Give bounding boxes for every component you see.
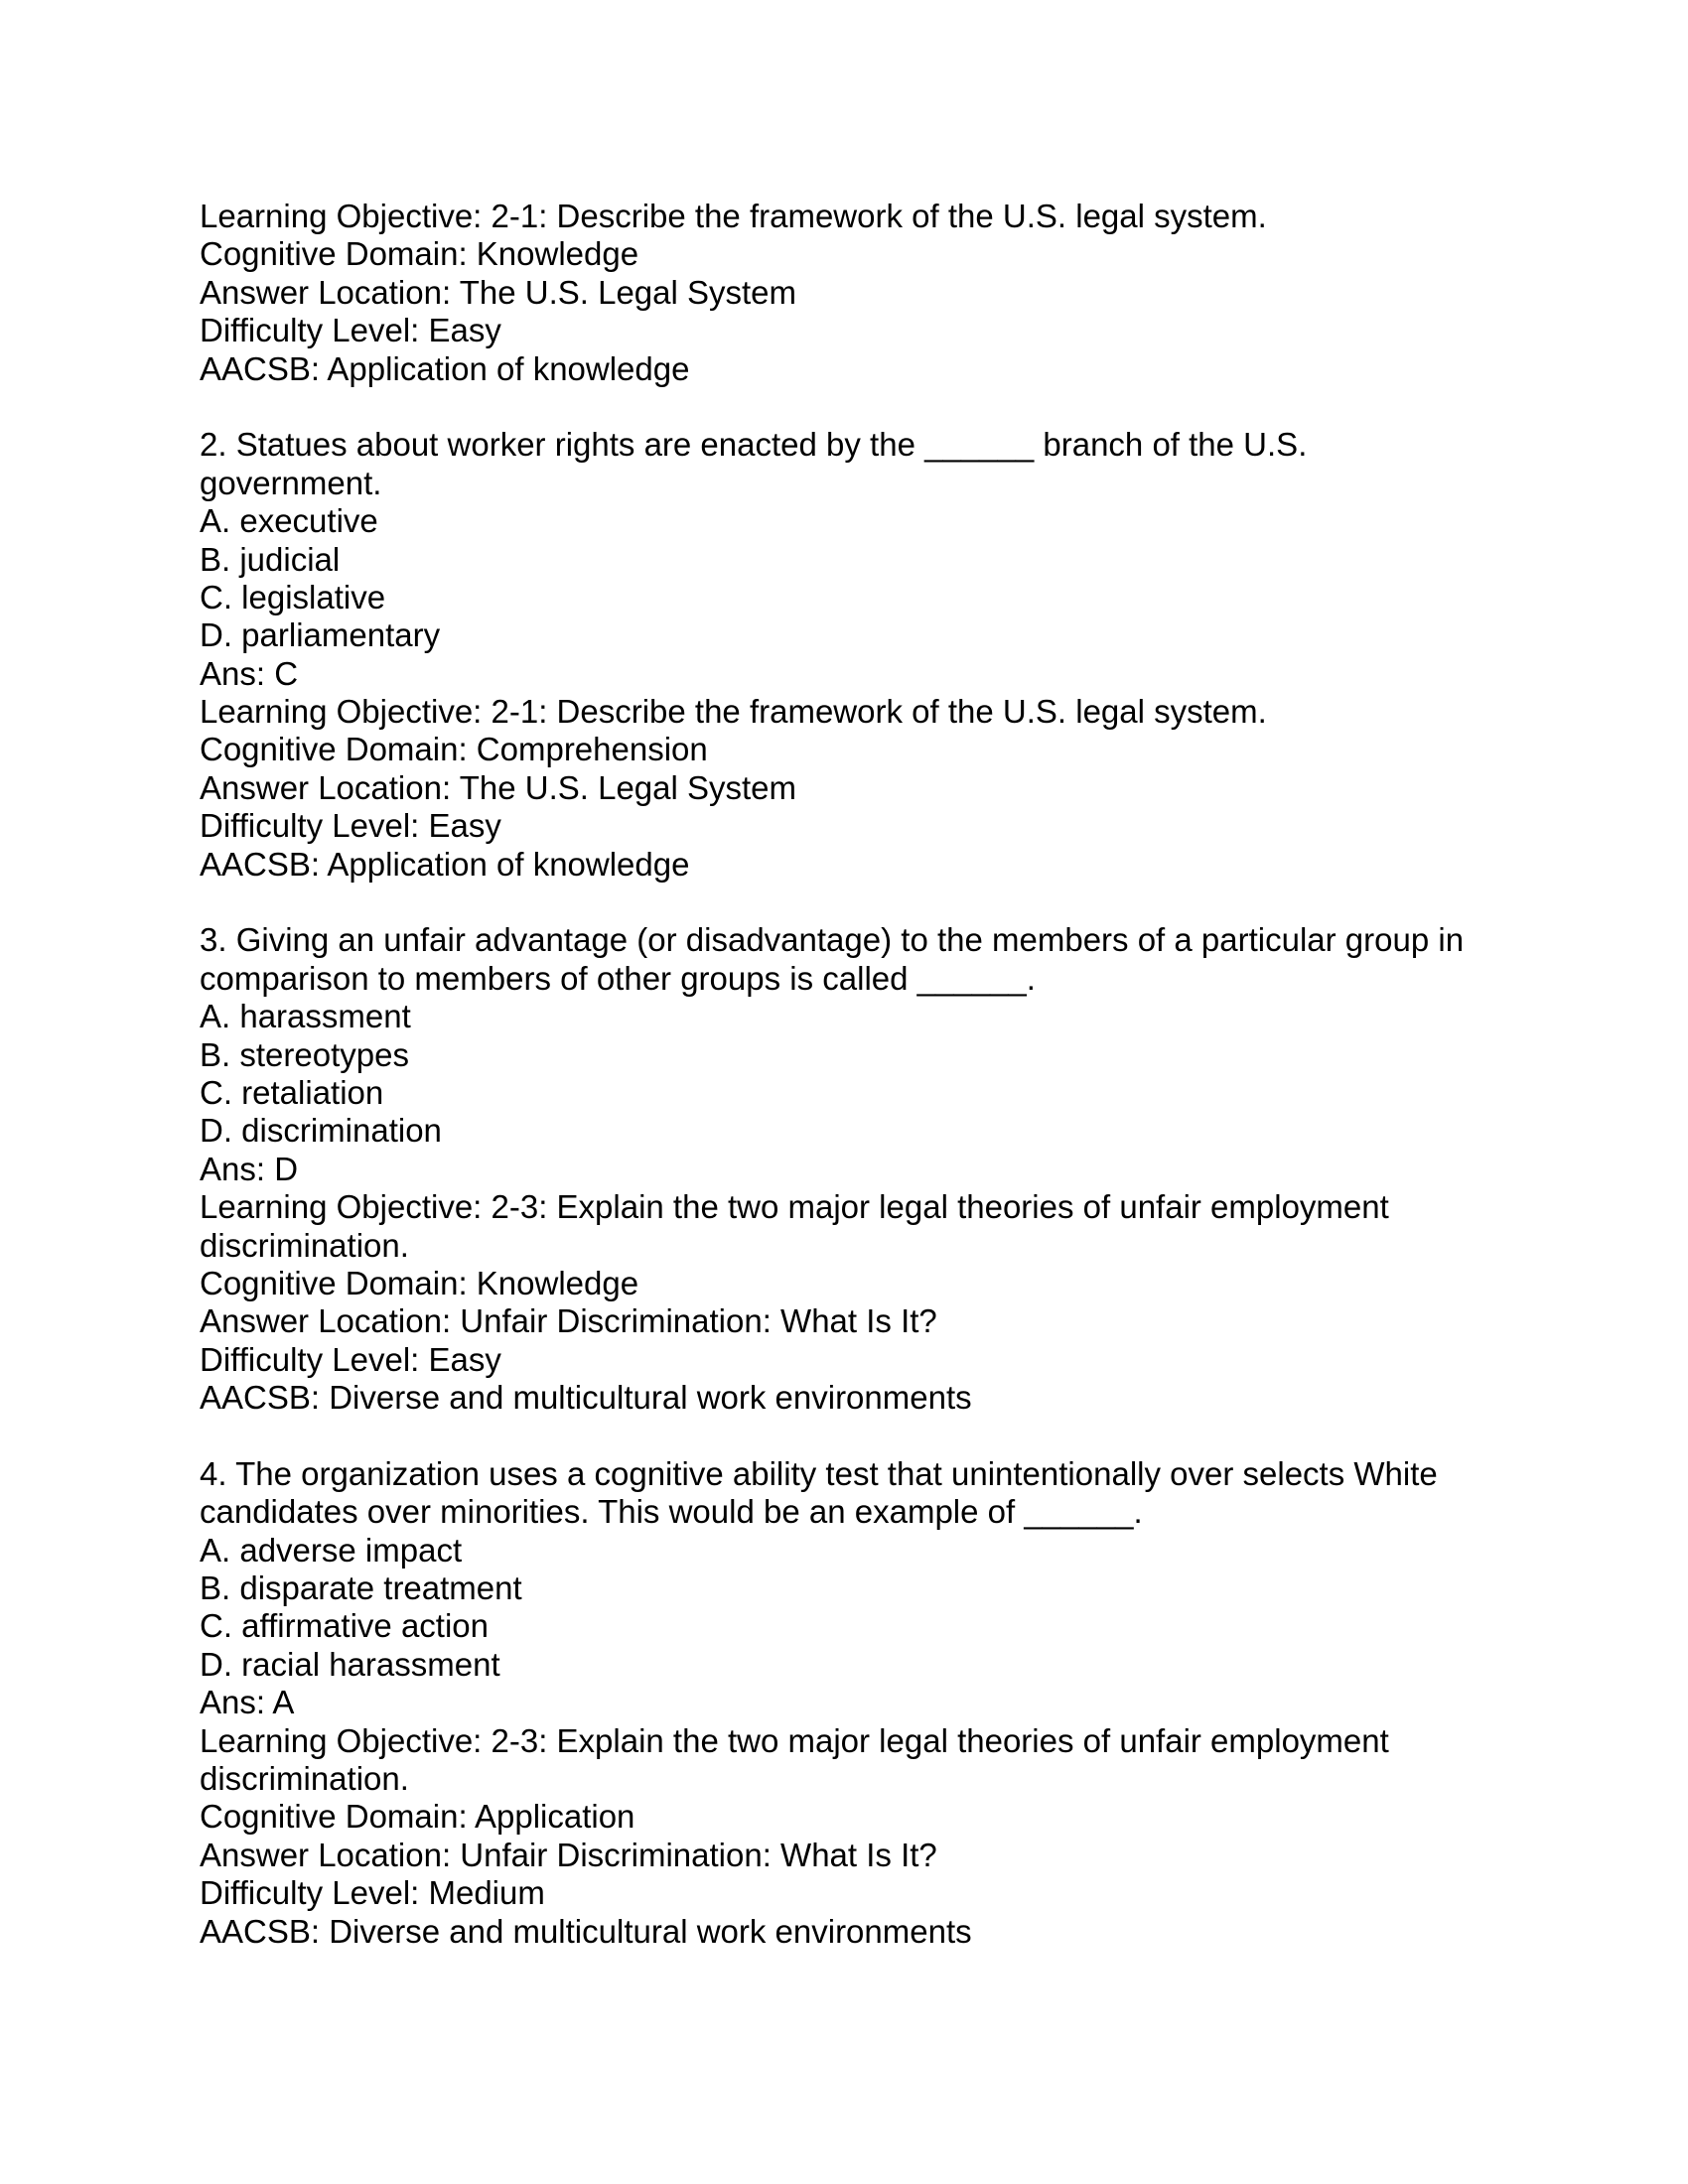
document-page — [200, 198, 1510, 1951]
aacsb: AACSB: Application of knowledge — [200, 845, 690, 883]
question-text: candidates over minorities. This would be an example of ______. — [200, 1493, 1143, 1531]
difficulty-level: Difficulty Level: Easy — [200, 312, 501, 349]
learning-objective: discrimination. — [200, 1226, 409, 1264]
spacer — [200, 884, 1510, 921]
answer: Ans: A — [200, 1684, 295, 1721]
spacer — [200, 1418, 1510, 1455]
aacsb: AACSB: Application of knowledge — [200, 349, 690, 387]
aacsb: AACSB: Diverse and multicultural work environments — [200, 1379, 972, 1417]
answer-location: Answer Location: Unfair Discrimination: What Is It? — [200, 1302, 937, 1340]
learning-objective: discrimination. — [200, 1760, 409, 1798]
option-c: C. retaliation — [200, 1073, 384, 1111]
option-a: A. harassment — [200, 998, 411, 1035]
question-3 — [200, 921, 1510, 1417]
difficulty-level: Difficulty Level: Easy — [200, 1340, 501, 1378]
answer-location: Answer Location: The U.S. Legal System — [200, 768, 797, 806]
option-d: D. racial harassment — [200, 1645, 500, 1683]
question-text: 3. Giving an unfair advantage (or disadvantage) to the members of a particular group in — [200, 921, 1465, 959]
option-b: B. stereotypes — [200, 1035, 409, 1073]
learning-objective: Learning Objective: 2-3: Explain the two major legal theories of unfair employment — [200, 1721, 1389, 1759]
question-text: government. — [200, 464, 382, 501]
aacsb: AACSB: Diverse and multicultural work environments — [200, 1912, 972, 1950]
option-a: A. executive — [200, 502, 378, 540]
cognitive-domain: Cognitive Domain: Comprehension — [200, 731, 708, 768]
option-d: D. discrimination — [200, 1112, 442, 1150]
answer: Ans: C — [200, 654, 299, 692]
question-text: 4. The organization uses a cognitive ability test that unintentionally over selects White — [200, 1454, 1438, 1492]
question-text: 2. Statues about worker rights are enacted by the ______ branch of the U.S. — [200, 426, 1308, 464]
answer: Ans: D — [200, 1150, 299, 1187]
question-1-metadata — [200, 198, 1510, 388]
option-b: B. disparate treatment — [200, 1570, 522, 1607]
spacer — [200, 388, 1510, 426]
question-4 — [200, 1455, 1510, 1951]
option-c: C. legislative — [200, 578, 386, 615]
difficulty-level: Difficulty Level: Easy — [200, 807, 501, 845]
cognitive-domain: Cognitive Domain: Knowledge — [200, 1264, 639, 1301]
difficulty-level: Difficulty Level: Medium — [200, 1874, 545, 1912]
question-text: comparison to members of other groups is called ______. — [200, 959, 1036, 997]
answer-location: Answer Location: Unfair Discrimination: What Is It? — [200, 1836, 937, 1873]
option-b: B. judicial — [200, 540, 341, 578]
answer-location: Answer Location: The U.S. Legal System — [200, 273, 797, 311]
question-2 — [200, 426, 1510, 884]
learning-objective: Learning Objective: 2-1: Describe the framework of the U.S. legal system. — [200, 198, 1267, 234]
learning-objective: Learning Objective: 2-3: Explain the two major legal theories of unfair employment — [200, 1188, 1389, 1226]
cognitive-domain: Cognitive Domain: Application — [200, 1798, 635, 1836]
option-a: A. adverse impact — [200, 1531, 463, 1569]
option-d: D. parliamentary — [200, 616, 441, 654]
option-c: C. affirmative action — [200, 1607, 490, 1645]
cognitive-domain: Cognitive Domain: Knowledge — [200, 235, 639, 273]
learning-objective: Learning Objective: 2-1: Describe the framework of the U.S. legal system. — [200, 693, 1267, 731]
